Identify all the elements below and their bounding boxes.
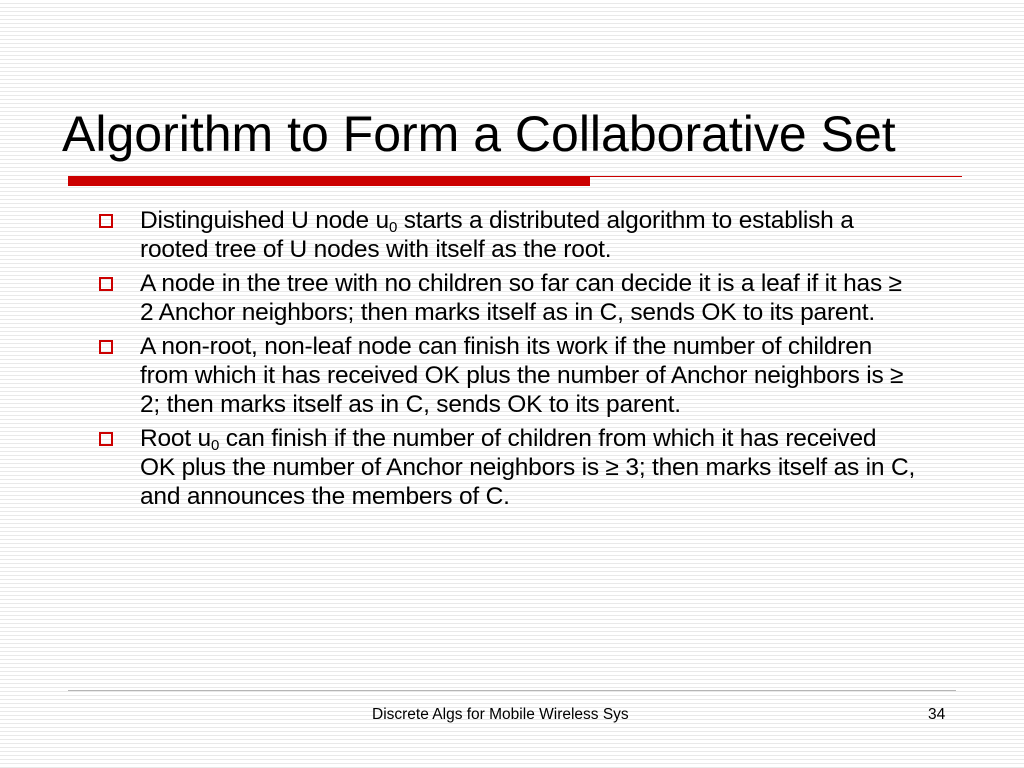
hollow-square-bullet-icon xyxy=(99,277,113,291)
hollow-square-bullet-icon xyxy=(99,432,113,446)
bullet-list xyxy=(96,206,916,516)
bullet-text: A non-root, non-leaf node can finish its work if the number of children from which it has received OK plus the number of Anchor neighbors is ≥ 2; then marks itself as in C, sends OK to its parent. xyxy=(140,333,904,418)
slide-number: 34 xyxy=(928,706,946,723)
bullet-item xyxy=(96,269,916,327)
slide-title: Algorithm to Form a Collaborative Set xyxy=(62,106,896,162)
subscript: 0 xyxy=(388,219,398,236)
footer-divider xyxy=(68,690,956,691)
bullet-text-segment: Root u xyxy=(140,425,211,452)
bullet-text xyxy=(140,207,854,263)
footer-caption: Discrete Algs for Mobile Wireless Sys xyxy=(372,706,629,723)
bullet-text-segment: Distinguished U node u xyxy=(140,207,389,234)
bullet-item xyxy=(96,206,916,264)
bullet-item xyxy=(96,332,916,419)
bullet-text xyxy=(140,425,915,510)
subscript: 0 xyxy=(210,437,220,454)
title-underline-thick xyxy=(68,176,590,186)
hollow-square-bullet-icon xyxy=(99,340,113,354)
bullet-text: A node in the tree with no children so far can decide it is a leaf if it has ≥ 2 Anchor neighbors; then marks itself as in C, sends OK to its parent. xyxy=(140,270,902,326)
bullet-text-segment: can finish if the number of children from which it has received OK plus the number of Anchor neighbors is ≥ 3; then marks itself as in C, and announces the members of C. xyxy=(140,425,916,510)
bullet-text-segment: starts a distributed algorithm to establish a rooted tree of U nodes with itself as the root. xyxy=(140,207,854,263)
bullet-item xyxy=(96,424,916,511)
hollow-square-bullet-icon xyxy=(99,214,113,228)
title-underline-thin xyxy=(590,176,962,177)
